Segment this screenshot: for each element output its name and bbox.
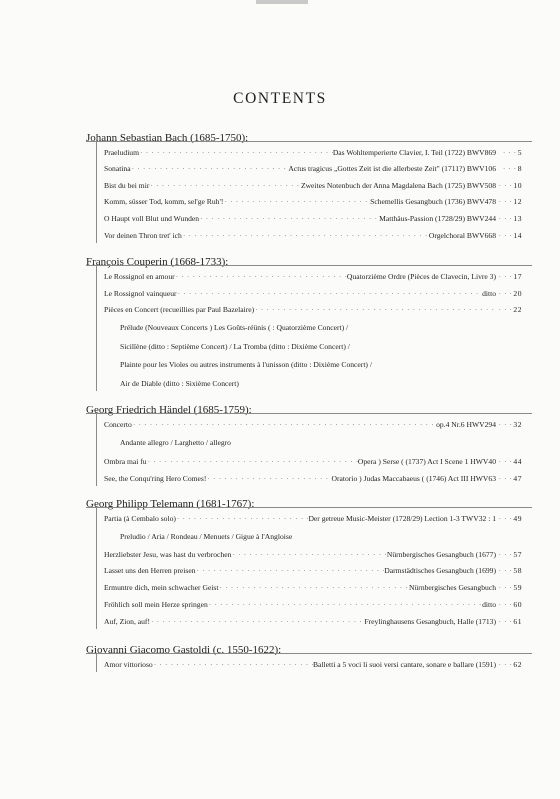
page-dot-leader xyxy=(499,474,513,484)
dot-leader xyxy=(147,457,358,467)
entry-page-number: 57 xyxy=(513,550,522,559)
toc-entry[interactable] xyxy=(104,289,522,299)
entry-work-title: Partia (à Cembalo solo) xyxy=(104,514,176,523)
page-dot-leader xyxy=(499,289,513,299)
composer-heading: Georg Friedrich Händel (1685-1759): xyxy=(86,404,252,416)
dot-leader xyxy=(208,600,482,610)
toc-entry[interactable] xyxy=(104,583,522,593)
movement-list-line: Air de Diable (ditto : Sixième Concert) xyxy=(120,379,239,388)
entry-page-number: 58 xyxy=(513,566,522,575)
toc-entry[interactable] xyxy=(104,164,522,174)
section-bracket xyxy=(96,653,97,672)
entry-page-number: 17 xyxy=(513,272,522,281)
entry-source: Nürnbergisches Gesangbuch (1677) xyxy=(386,550,496,559)
dot-leader xyxy=(132,420,436,430)
toc-entry[interactable] xyxy=(104,214,522,224)
entry-page-number: 59 xyxy=(513,583,522,592)
page-leader xyxy=(496,289,522,299)
page-dot-leader xyxy=(499,231,513,241)
toc-entry[interactable] xyxy=(104,272,522,282)
composer-heading: Johann Sebastian Bach (1685-1750): xyxy=(86,132,249,144)
section-rule xyxy=(86,141,532,142)
dot-leader xyxy=(182,231,429,241)
entry-source: Matthäus-Passion (1728/29) BWV244 xyxy=(379,214,496,223)
entry-page-number: 62 xyxy=(513,660,522,669)
page-dot-leader xyxy=(499,457,513,467)
dot-leader xyxy=(150,617,364,627)
dot-leader xyxy=(199,214,379,224)
dot-leader xyxy=(175,272,347,282)
page-leader xyxy=(496,164,522,174)
entry-work-title: Komm, süsser Tod, komm, sel'ge Ruh'! xyxy=(104,197,224,206)
entry-work-title: Pièces en Concert (recueillies par Paul Bazelaire) xyxy=(104,305,255,314)
movement-list-line: Prélude (Nouveaux Concerts ) Les Goûts-réünis ( : Quatorzième Concert) / xyxy=(120,323,349,332)
entry-source: ditto xyxy=(482,289,496,298)
page-leader xyxy=(496,457,522,467)
entry-source: op.4 Nr.6 HWV294 xyxy=(436,420,496,429)
entry-page-number: 44 xyxy=(513,457,522,466)
composer-heading: Giovanni Giacomo Gastoldi (c. 1550-1622): xyxy=(86,644,282,656)
page-leader xyxy=(496,617,522,627)
entry-work-title: Vor deinen Thron tret' ich xyxy=(104,231,182,240)
dot-leader xyxy=(153,660,313,670)
toc-entry[interactable] xyxy=(104,514,522,524)
entry-work-title: Concerto xyxy=(104,420,132,429)
dot-leader xyxy=(139,148,333,158)
dot-leader xyxy=(149,181,301,191)
section-rule xyxy=(86,653,532,654)
movement-list-line: Preludio / Aria / Rondeau / Menuets / Gigue à l'Angloise xyxy=(120,532,293,541)
page-leader xyxy=(496,660,522,670)
entry-source: Zweites Notenbuch der Anna Magdalena Bach (1725) BWV508 xyxy=(300,181,496,190)
toc-entry[interactable] xyxy=(104,660,522,670)
page-leader xyxy=(496,600,522,610)
entry-source: Orgelchoral BWV668 xyxy=(428,231,496,240)
page-dot-leader xyxy=(499,600,513,610)
page-dot-leader xyxy=(499,514,513,524)
dot-leader xyxy=(177,289,483,299)
dot-leader xyxy=(176,514,309,524)
page-leader xyxy=(496,148,522,158)
entry-page-number: 49 xyxy=(513,514,522,523)
toc-entry[interactable] xyxy=(104,617,522,627)
dot-leader xyxy=(196,566,385,576)
page-dot-leader xyxy=(499,214,513,224)
page-leader xyxy=(496,550,522,560)
page-leader xyxy=(496,231,522,241)
page-dot-leader xyxy=(499,305,513,315)
page-dot-leader xyxy=(503,164,517,174)
entry-work-title: See, the Conqu'ring Hero Comes! xyxy=(104,474,207,483)
page-leader xyxy=(496,197,522,207)
entry-source: Nürnbergisches Gesangbuch xyxy=(409,583,496,592)
page-title: CONTENTS xyxy=(233,90,327,107)
toc-entry[interactable] xyxy=(104,305,522,315)
page-dot-leader xyxy=(499,272,513,282)
entry-source: Oratorio ) Judas Maccabaeus ( (1746) Act III HWV63 xyxy=(331,474,496,483)
entry-work-title: Sonatina xyxy=(104,164,131,173)
entry-work-title: Ermuntre dich, mein schwacher Geist xyxy=(104,583,219,592)
dot-leader xyxy=(254,305,496,315)
entry-source: Actus tragicus „Gottes Zeit ist die allerbeste Zeit" (1711?) BWV106 xyxy=(288,164,496,173)
page-leader xyxy=(496,474,522,484)
toc-entry[interactable] xyxy=(104,181,522,191)
entry-work-title: Fröhlich soll mein Herze springen xyxy=(104,600,208,609)
composer-heading: Georg Philipp Telemann (1681-1767): xyxy=(86,498,255,510)
movement-list-line: Sicilïène (ditto : Septième Concert) / La Tromba (ditto : Dixième Concert) / xyxy=(120,342,350,351)
entry-work-title: Amor vittorioso xyxy=(104,660,153,669)
entry-work-title: Le Rossignol vainqueur xyxy=(104,289,177,298)
page-dot-leader xyxy=(499,660,513,670)
toc-entry[interactable] xyxy=(104,197,522,207)
page-leader xyxy=(496,566,522,576)
entry-page-number: 47 xyxy=(513,474,522,483)
page-leader xyxy=(496,583,522,593)
entry-work-title: Praeludium xyxy=(104,148,140,157)
entry-page-number: 13 xyxy=(513,214,522,223)
entry-source: Der getreue Music-Meister (1728/29) Lection 1-3 TWV32 : 1 xyxy=(308,514,496,523)
entry-page-number: 61 xyxy=(513,617,522,626)
dot-leader xyxy=(131,164,289,174)
movement-list-line: Andante allegro / Larghetto / allegro xyxy=(120,438,231,447)
top-edge-mark xyxy=(256,0,308,4)
entry-work-title: Bist du bei mir xyxy=(104,181,150,190)
entry-source: ditto xyxy=(482,600,496,609)
entry-page-number: 12 xyxy=(513,197,522,206)
toc-entry[interactable] xyxy=(104,566,522,576)
entry-source: Quatorzième Ordre (Pièces de Clavecin, Livre 3) xyxy=(346,272,496,281)
entry-source: Freylinghausens Gesangbuch, Halle (1713) xyxy=(364,617,496,626)
section-bracket xyxy=(96,141,97,243)
page-leader xyxy=(496,181,522,191)
section-rule xyxy=(86,413,532,414)
entry-page-number: 8 xyxy=(517,164,522,173)
dot-leader xyxy=(219,583,410,593)
section-rule xyxy=(86,265,532,266)
page-dot-leader xyxy=(499,566,513,576)
entry-work-title: Herzliebster Jesu, was hast du verbrochen xyxy=(104,550,232,559)
entry-source: Opera ) Serse ( (1737) Act I Scene 1 HWV40 xyxy=(357,457,496,466)
entry-source: Balletti a 5 voci li suoi versi cantare, sonare e ballare (1591) xyxy=(312,660,496,669)
page-dot-leader xyxy=(499,550,513,560)
entry-work-title: Lasset uns den Herren preisen xyxy=(104,566,196,575)
entry-page-number: 32 xyxy=(513,420,522,429)
page-leader xyxy=(496,214,522,224)
toc-entry[interactable] xyxy=(104,550,522,560)
entry-page-number: 22 xyxy=(513,305,522,314)
toc-entry[interactable] xyxy=(104,148,522,158)
toc-entry[interactable] xyxy=(104,474,522,484)
entry-source: Darmstädtisches Gesangbuch (1699) xyxy=(384,566,496,575)
page-leader xyxy=(496,420,522,430)
page-dot-leader xyxy=(499,181,513,191)
entry-page-number: 60 xyxy=(513,600,522,609)
section-bracket xyxy=(96,413,97,486)
entry-work-title: Auf, Zion, auf! xyxy=(104,617,150,626)
page-dot-leader xyxy=(499,197,513,207)
section-bracket xyxy=(96,507,97,629)
toc-entry[interactable] xyxy=(104,231,522,241)
page-dot-leader xyxy=(503,148,517,158)
movement-list-line: Plainte pour les Violes ou autres instruments à l'unisson (ditto : Dixième Concert) / xyxy=(120,360,372,369)
entry-work-title: O Haupt voll Blut und Wunden xyxy=(104,214,200,223)
composer-heading: François Couperin (1668-1733): xyxy=(86,256,229,268)
entry-source: Das Wohltemperierte Clavier, I. Teil (1722) BWV869 xyxy=(332,148,496,157)
page-leader xyxy=(496,305,522,315)
page-leader xyxy=(496,272,522,282)
entry-page-number: 10 xyxy=(513,181,522,190)
page-dot-leader xyxy=(499,617,513,627)
toc-entry[interactable] xyxy=(104,457,522,467)
dot-leader xyxy=(223,197,370,207)
page-dot-leader xyxy=(499,583,513,593)
entry-work-title: Le Rossignol en amour xyxy=(104,272,175,281)
entry-work-title: Ombra mai fu xyxy=(104,457,147,466)
page-dot-leader xyxy=(499,420,513,430)
dot-leader xyxy=(231,550,387,560)
entry-page-number: 5 xyxy=(517,148,522,157)
toc-entry[interactable] xyxy=(104,600,522,610)
section-rule xyxy=(86,507,532,508)
entry-page-number: 20 xyxy=(513,289,522,298)
entry-source: Schemellis Gesangbuch (1736) BWV478 xyxy=(370,197,496,206)
page-leader xyxy=(496,514,522,524)
section-bracket xyxy=(96,265,97,391)
dot-leader xyxy=(206,474,331,484)
entry-page-number: 14 xyxy=(513,231,522,240)
toc-entry[interactable] xyxy=(104,420,522,430)
